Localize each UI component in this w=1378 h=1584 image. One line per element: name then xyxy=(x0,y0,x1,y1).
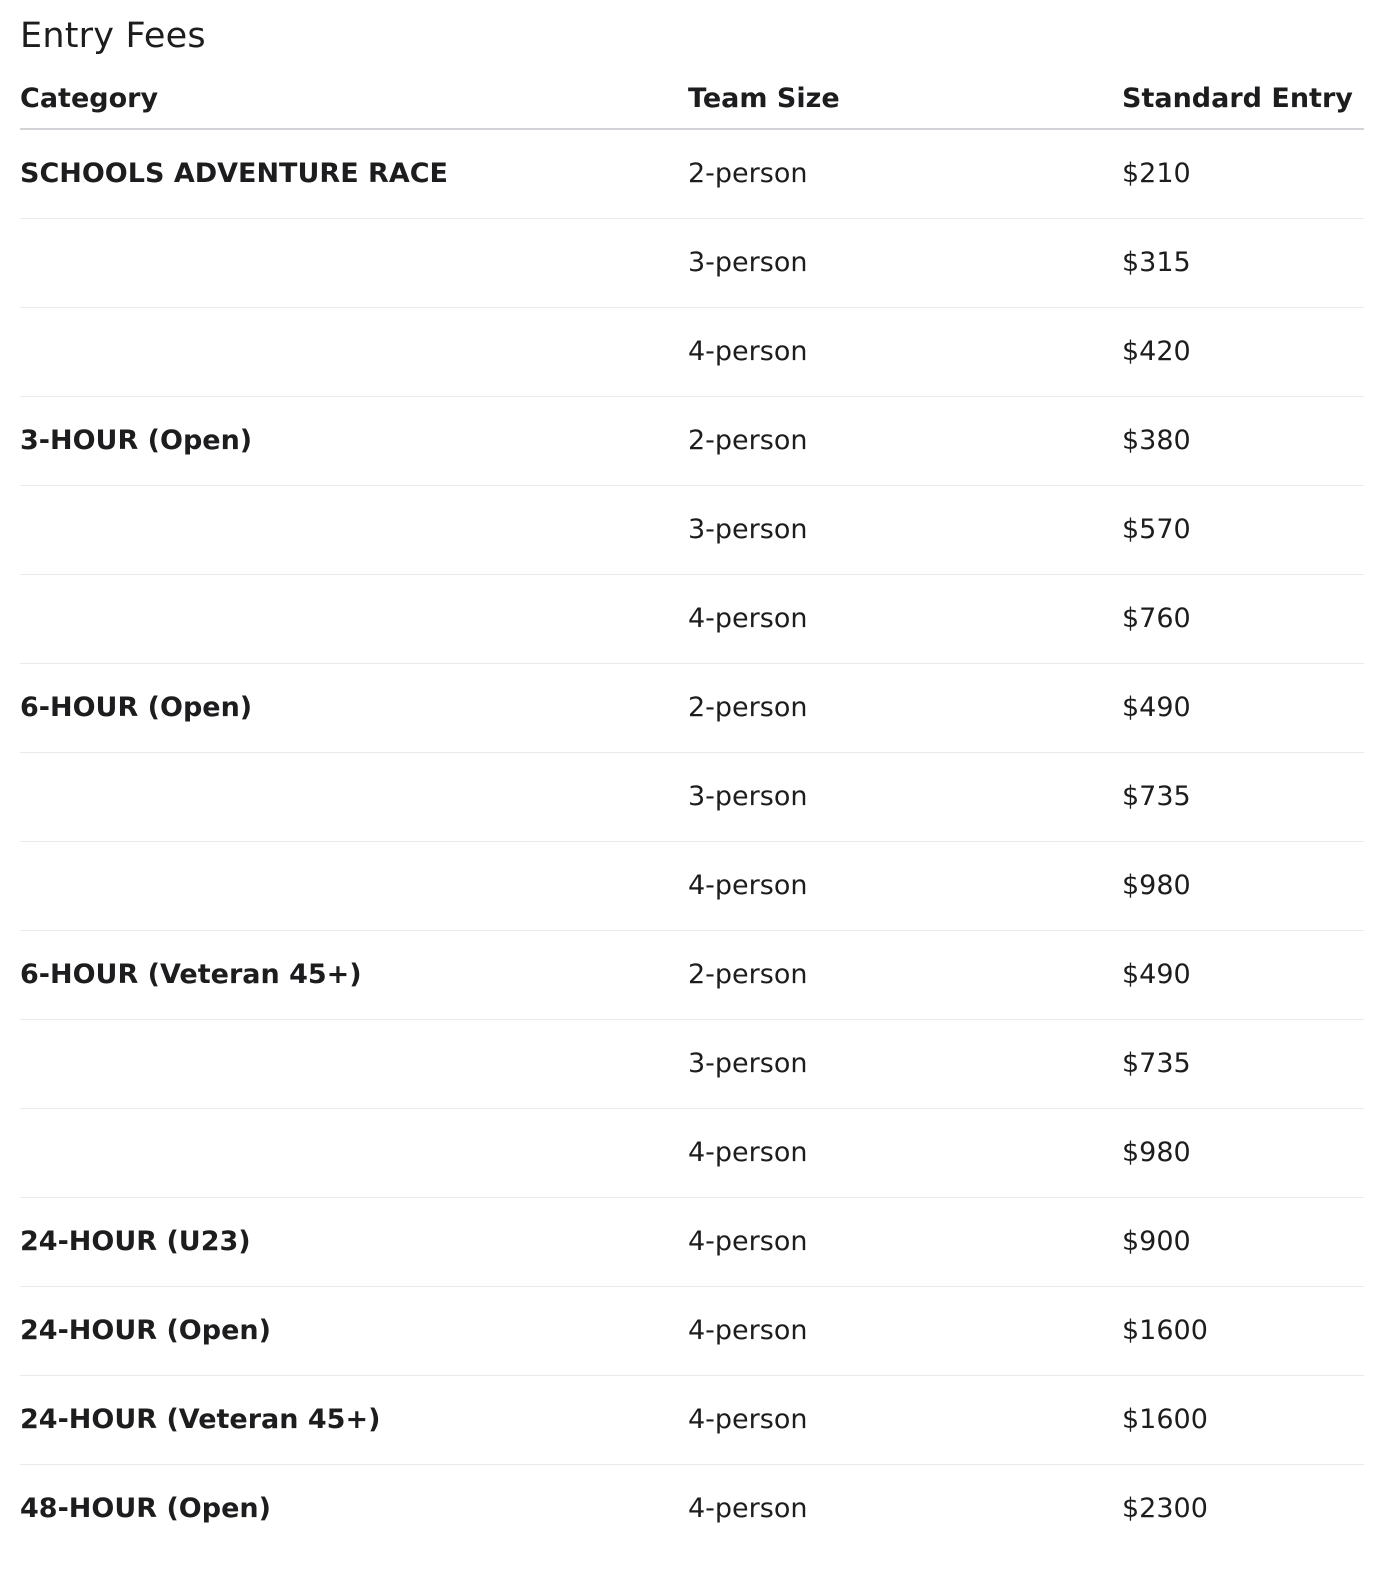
team-size-cell: 4-person xyxy=(688,575,1122,664)
price-cell: $490 xyxy=(1122,931,1364,1020)
table-row xyxy=(20,664,1364,753)
table-row xyxy=(20,1376,1364,1465)
table-row xyxy=(20,129,1364,219)
team-size-cell: 4-person xyxy=(688,1493,808,1524)
table-row xyxy=(20,1465,1364,1554)
team-size-cell: 4-person xyxy=(688,1376,1122,1465)
category-cell xyxy=(20,753,688,842)
price-cell: $2300 xyxy=(1122,1493,1208,1524)
team-size-cell: 4-person xyxy=(688,1198,1122,1287)
category-cell xyxy=(20,486,688,575)
price-cell: $315 xyxy=(1122,219,1364,308)
price-cell: $900 xyxy=(1122,1198,1364,1287)
category-cell: 48-HOUR (Open) xyxy=(20,1493,271,1524)
price-cell: $380 xyxy=(1122,397,1364,486)
team-size-cell: 2-person xyxy=(688,664,1122,753)
team-size-cell: 2-person xyxy=(688,397,1122,486)
table-row xyxy=(20,219,1364,308)
category-cell xyxy=(20,308,688,397)
team-size-cell: 3-person xyxy=(688,486,1122,575)
table-row xyxy=(20,397,1364,486)
table-row xyxy=(20,842,1364,931)
table-row xyxy=(20,575,1364,664)
price-cell: $210 xyxy=(1122,129,1364,219)
price-cell: $1600 xyxy=(1122,1376,1364,1465)
team-size-cell: 4-person xyxy=(688,842,1122,931)
category-cell xyxy=(20,842,688,931)
page-title: Entry Fees xyxy=(20,16,206,56)
category-cell xyxy=(20,219,688,308)
table-row xyxy=(20,1198,1364,1287)
price-cell: $420 xyxy=(1122,308,1364,397)
category-cell: 24-HOUR (Veteran 45+) xyxy=(20,1376,688,1465)
category-cell: 6-HOUR (Veteran 45+) xyxy=(20,931,688,1020)
table-row xyxy=(20,486,1364,575)
table-row xyxy=(20,308,1364,397)
category-cell: 3-HOUR (Open) xyxy=(20,397,688,486)
category-cell: 24-HOUR (U23) xyxy=(20,1198,688,1287)
price-cell: $570 xyxy=(1122,486,1364,575)
price-cell: $980 xyxy=(1122,842,1364,931)
price-cell: $760 xyxy=(1122,575,1364,664)
category-cell xyxy=(20,575,688,664)
table-row xyxy=(20,1109,1364,1198)
price-cell: $735 xyxy=(1122,1020,1364,1109)
column-header-team-size: Team Size xyxy=(688,84,1122,129)
column-header-standard-entry: Standard Entry xyxy=(1122,84,1364,129)
table-header-row xyxy=(20,84,1364,129)
table-row xyxy=(20,753,1364,842)
team-size-cell: 4-person xyxy=(688,308,1122,397)
column-header-category: Category xyxy=(20,84,688,129)
category-cell: 24-HOUR (Open) xyxy=(20,1287,688,1376)
table-row xyxy=(20,1287,1364,1376)
category-cell: 6-HOUR (Open) xyxy=(20,664,688,753)
price-cell: $980 xyxy=(1122,1109,1364,1198)
price-cell: $1600 xyxy=(1122,1287,1364,1376)
entry-fees-table xyxy=(20,84,1364,1553)
team-size-cell: 2-person xyxy=(688,129,1122,219)
table-row xyxy=(20,931,1364,1020)
category-cell xyxy=(20,1109,688,1198)
team-size-cell: 4-person xyxy=(688,1109,1122,1198)
price-cell: $735 xyxy=(1122,753,1364,842)
team-size-cell: 3-person xyxy=(688,753,1122,842)
category-cell: SCHOOLS ADVENTURE RACE xyxy=(20,129,688,219)
price-cell: $490 xyxy=(1122,664,1364,753)
category-cell xyxy=(20,1020,688,1109)
team-size-cell: 4-person xyxy=(688,1287,1122,1376)
team-size-cell: 2-person xyxy=(688,931,1122,1020)
table-row xyxy=(20,1020,1364,1109)
team-size-cell: 3-person xyxy=(688,219,1122,308)
team-size-cell: 3-person xyxy=(688,1020,1122,1109)
